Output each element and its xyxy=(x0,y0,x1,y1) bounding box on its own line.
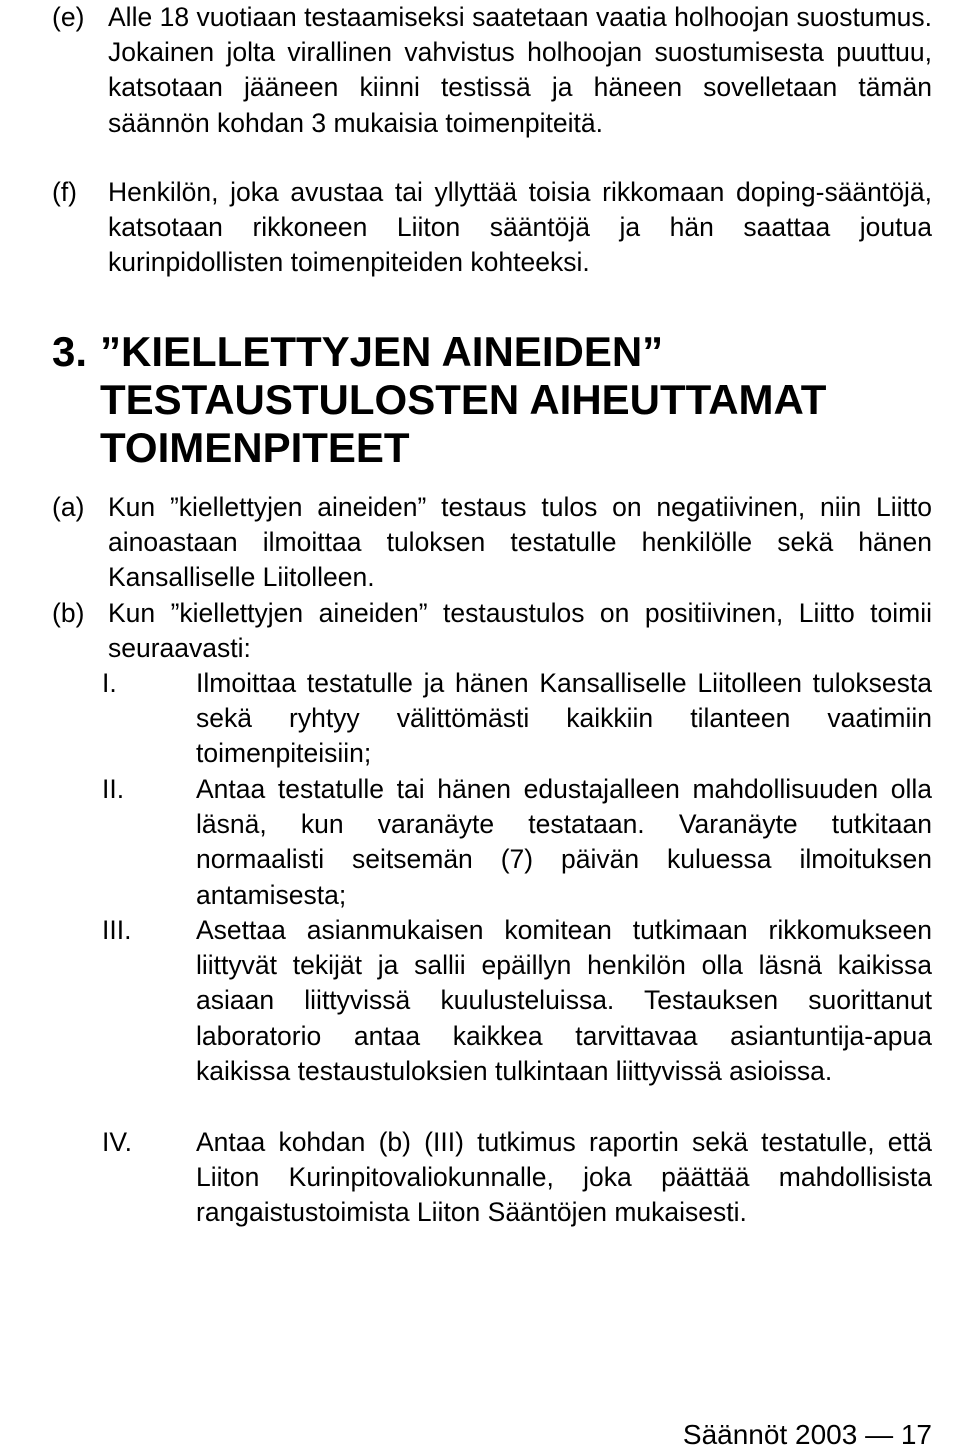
sub-item-text: Ilmoittaa testatulle ja hänen Kansalliselle Liitolleen tuloksesta sekä ryhtyy välittömästi kaikkiin tilanteen vaatimiin toimenpiteisiin; xyxy=(196,668,932,769)
sub-item-text: Antaa testatulle tai hänen edustajalleen mahdollisuuden olla läsnä, kun varanäyte testataan. Varanäyte tutkitaan normaalisti seitsemän (7) päivän kuluessa ilmoituksen antamisesta; xyxy=(196,774,932,910)
list-item-a xyxy=(52,490,932,596)
item-text: Kun ”kiellettyjen aineiden” testaus tulos on negatiivinen, niin Liitto ainoastaan ilmoittaa tuloksen testatulle henkilölle sekä hänen Kansalliselle Liitolleen. xyxy=(108,492,932,593)
sub-item-label: III. xyxy=(102,915,132,945)
item-label: (a) xyxy=(52,492,85,522)
section-title-line: ”KIELLETTYJEN AINEIDEN” xyxy=(100,328,664,375)
list-item-b xyxy=(52,596,932,666)
item-text: Alle 18 vuotiaan testaamiseksi saatetaan vaatia holhoojan suostumus. Jokainen jolta virallinen vahvistus holhoojan suostumisesta puuttuu, katsotaan jääneen kiinni testissä ja häneen sovelletaan tämän säännön kohdan 3 mukaisia toimenpiteitä. xyxy=(108,2,932,138)
section-title xyxy=(100,328,932,472)
item-label: (f) xyxy=(52,177,78,207)
section-title-line: TOIMENPITEET xyxy=(100,424,410,471)
sub-item-label: II. xyxy=(102,774,125,804)
section-title-line: TESTAUSTULOSTEN AIHEUTTAMAT xyxy=(100,376,827,423)
sub-item-text: Antaa kohdan (b) (III) tutkimus raportin sekä testatulle, että Liiton Kurinpitovaliokunnalle, joka päättää mahdollisista rangaistustoimista Liiton Sääntöjen mukaisesti. xyxy=(196,1127,932,1228)
section-heading xyxy=(52,328,932,472)
sub-item-text: Asettaa asianmukaisen komitean tutkimaan rikkomukseen liittyvät tekijät ja sallii epäillyn henkilön olla läsnä kaikissa asiaan liittyvissä kuulusteluissa. Testauksen suorittanut laboratorio antaa kaikkea tarvittavaa asiantuntija-apua kaikissa testaustuloksien tulkintaan liittyvissä asioissa. xyxy=(196,915,932,1086)
page-footer: Säännöt 2003 — 17 xyxy=(682,1419,932,1450)
sub-item-3 xyxy=(102,913,932,1089)
section-number: 3. xyxy=(52,328,88,375)
list-item-f xyxy=(52,175,932,281)
item-label: (b) xyxy=(52,598,85,628)
sub-item-label: IV. xyxy=(102,1127,132,1157)
list-item-e xyxy=(52,0,932,141)
item-text: Henkilön, joka avustaa tai yllyttää toisia rikkomaan doping-sääntöjä, katsotaan rikkoneen Liiton sääntöjä ja hän saattaa joutua kurinpidollisten toimenpiteiden kohteeksi. xyxy=(108,177,932,278)
sub-item-1 xyxy=(102,666,932,772)
item-text: Kun ”kiellettyjen aineiden” testaustulos on positiivinen, Liitto toimii seuraavasti: xyxy=(108,598,932,664)
item-label: (e) xyxy=(52,2,85,32)
sub-item-label: I. xyxy=(102,668,117,698)
sub-item-2 xyxy=(102,772,932,913)
sub-item-4 xyxy=(102,1125,932,1231)
